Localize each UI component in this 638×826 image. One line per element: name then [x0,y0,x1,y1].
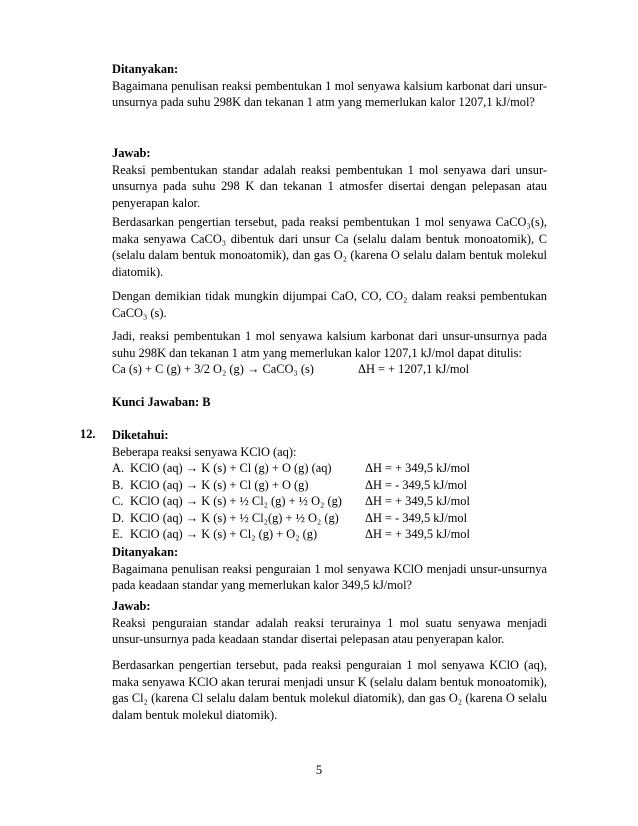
page-number: 5 [315,763,323,777]
q11-para2: Dengan demikian tidak mungkin dijumpai CaO, CO, CO₂ dalam reaksi pembentukan CaCO₃ (s). [112,289,547,320]
q11-answer-text: Reaksi pembentukan standar adalah reaksi pembentukan 1 mol senyawa dari unsur-unsurnya pada suhu 298 K dan tekanan 1 atmosfer disertai dengan pelepasan atau penyerapan kalor. [112,162,547,210]
option-a [112,460,547,477]
option-label: A. [112,461,125,475]
q12-paragraph-1 [112,657,547,723]
option-label: B. [112,477,124,492]
q11-paragraph-1 [112,214,547,280]
option-dh: ΔH = - 349,5 kJ/mol [365,510,468,525]
q12-answer-text: Reaksi penguraian standar adalah reaksi terurainya 1 mol suatu senyawa menjadi unsur-unsurnya pada keadaan standar disertai pelepasan atau penyerapan kalor. [112,615,547,646]
option-c [112,493,547,510]
q12-asked-section [112,544,547,594]
q12-known-intro: Beberapa reaksi senyawa KClO (aq): [112,444,297,459]
q12-asked-text: Bagaimana penulisan reaksi penguraian 1 mol senyawa KClO menjadi unsur-unsurnya pada keadaan standar yang memerlukan kalor 349,5 kJ/mol? [112,561,547,592]
option-reaction: KClO (aq) → K (s) + ½ Cl₂ (g) + ½ O₂ (g) [130,494,342,508]
option-dh: ΔH = + 349,5 kJ/mol [365,461,470,475]
q11-asked-heading: Ditanyakan: [112,62,179,76]
option-d [112,510,547,527]
option-dh: ΔH = + 349,5 kJ/mol [365,527,470,541]
q11-asked-text: Bagaimana penulisan reaksi pembentukan 1 mol senyawa kalsium karbonat dari unsur-unsurnya pada suhu 298K dan tekanan 1 atm yang memerlukan kalor 1207,1 kJ/mol? [112,78,547,109]
q12-asked-heading: Ditanyakan: [112,545,179,559]
q12-answer-heading: Jawab: [112,599,151,613]
option-label: E. [112,527,123,541]
q12-number: 12. [80,427,96,441]
q11-equation [112,361,547,378]
q12-para1: Berdasarkan pengertian tersebut, pada reaksi penguraian 1 mol senyawa KClO (aq), maka senyawa KClO akan terurai menjadi unsur K (selalu dalam bentuk monoatomik), gas Cl₂ (karena Cl selalu dalam bentuk molekul diatomik), dan gas O₂ (karena O selalu dalam bentuk molekul diatomik). [112,658,547,722]
option-reaction: KClO (aq) → K (s) + Cl (g) + O (g) [130,477,309,492]
q11-asked-section [112,61,547,111]
q11-para1: Berdasarkan pengertian tersebut, pada reaksi pembentukan 1 mol senyawa CaCO₃(s), maka senyawa CaCO₃ dibentuk dari unsur Ca (selalu dalam bentuk monoatomik), C (selalu dalam bentuk monoatomik), dan gas O₂ (karena O selalu dalam bentuk molekul diatomik). [112,215,547,279]
option-dh: ΔH = - 349,5 kJ/mol [365,477,468,492]
q12-known-section [112,427,547,543]
q12-answer-section [112,598,547,648]
option-reaction: KClO (aq) → K (s) + Cl (g) + O (g) (aq) [130,461,332,475]
q11-equation-reaction: Ca (s) + C (g) + 3/2 O₂ (g) → CaCO₃ (s) [112,362,314,376]
q11-para3: Jadi, reaksi pembentukan 1 mol senyawa kalsium karbonat dari unsur-unsurnya pada suhu 298K dan tekanan 1 atm yang memerlukan kalor 1207,1 kJ/mol dapat ditulis: [112,329,547,360]
option-reaction: KClO (aq) → K (s) + ½ Cl₂(g) + ½ O₂ (g) [130,510,339,525]
q12-known-heading: Diketahui: [112,428,169,442]
option-dh: ΔH = + 349,5 kJ/mol [365,494,470,508]
q11-answer-heading: Jawab: [112,146,151,160]
option-label: D. [112,510,125,525]
q11-answer-key: Kunci Jawaban: B [112,395,211,409]
q11-paragraph-2 [112,288,547,321]
q11-paragraph-3 [112,328,547,378]
option-reaction: KClO (aq) → K (s) + Cl₂ (g) + O₂ (g) [130,527,318,541]
option-e [112,526,547,543]
q11-equation-dh: ΔH = + 1207,1 kJ/mol [358,362,470,376]
option-label: C. [112,494,124,508]
q11-answer-section [112,145,547,211]
option-b [112,477,547,494]
